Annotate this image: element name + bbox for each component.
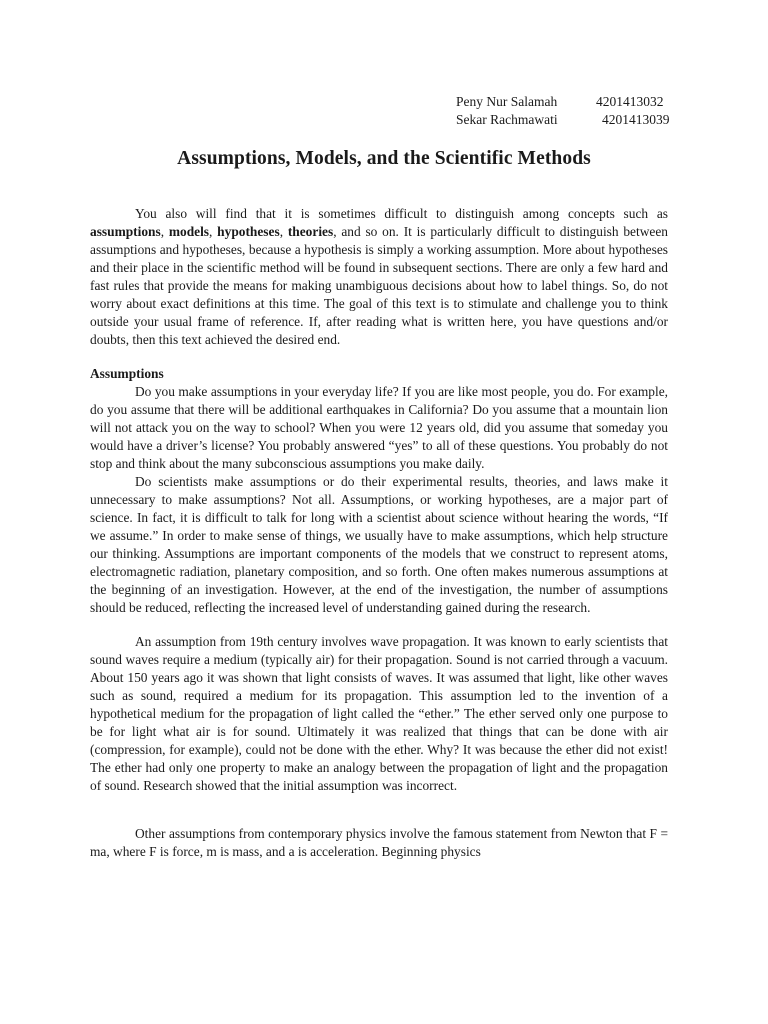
spacer [90,349,668,365]
author-name: Sekar Rachmawati [456,112,558,127]
author-id: 4201413039 [602,112,670,127]
term-models: models [168,224,210,239]
page-title: Assumptions, Models, and the Scientific Methods [177,148,591,169]
term-hypotheses: hypotheses [217,224,280,239]
body-paragraph: Other assumptions from contemporary physics involve the famous statement from Newton that F = ma, where F is force, m is mass, and a is acceleration. Beginning physics [90,826,668,859]
body-paragraph: Do scientists make assumptions or do their experimental results, theories, and laws make it unnecessary to make assumptions? Not all. Assumptions, or working hypotheses, are a major part of science. In fact, it is difficult to talk for long with a scientist about science without hearing the words, “If we assume.” In order to make sense of things, we usually have to make assumptions, which help structure our thinking. Assumptions are important components of the models that we construct to represent atoms, electromagnetic radiation, planetary composition, and so forth. One often makes numerous assumptions at the beginning of an investigation. However, at the end of the investigation, the number of assumptions should be reduced, reflecting the increased level of understanding gained during the research. [90,474,668,615]
spacer [90,617,668,633]
document-body [90,205,668,861]
intro-lead: You also will find that it is sometimes difficult to distinguish among concepts such as [135,206,668,221]
author-row [456,111,670,129]
separator: , [279,224,288,239]
separator: , [160,224,169,239]
intro-paragraph [90,205,668,349]
term-theories: theories [287,224,334,239]
spacer [90,795,668,825]
section-heading: Assumptions [90,366,164,381]
author-block [456,93,670,129]
term-assumptions: assumptions [90,224,161,239]
body-paragraph: An assumption from 19th century involves wave propagation. It was known to early scientists that sound waves require a medium (typically air) for their propagation. Sound is not carried through a vacuum. About 150 years ago it was shown that light consists of waves. It was assumed that light, like other waves such as sound, required a medium for its propagation. This assumption led to the invention of a hypothetical medium for the propagation of light called the “ether.” The ether served only one purpose to be for light what air is for sound. Ultimately it was realized that things that can be done with air (compression, for example), could not be done with the ether. Why? It was because the ether did not exist! The ether had only one property to make an analogy between the propagation of light and the propagation of sound. Research showed that the initial assumption was incorrect. [90,634,668,793]
intro-rest: , and so on. It is particularly difficult to distinguish between assumptions and hypotheses, because a hypothesis is simply a working assumption. More about hypotheses and their place in the scientific method will be found in subsequent sections. There are only a few hard and fast rules that provide the means for making unambiguous decisions about how to label things. So, do not worry about exact definitions at this time. The goal of this text is to stimulate and challenge you to think outside your usual frame of reference. If, after reading what is written here, you have questions and/or doubts, then this text achieved the desired end. [90,224,668,347]
author-id: 4201413032 [596,94,664,109]
author-name: Peny Nur Salamah [456,94,558,109]
separator: , [209,224,218,239]
body-paragraph: Do you make assumptions in your everyday life? If you are like most people, you do. For example, do you assume that there will be additional earthquakes in California? Do you assume that a mountain lion will not attack you on the way to school? When you were 12 years old, did you assume that someday you would have a driver’s license? You probably answered “yes” to all of these questions. You probably do not stop and think about the many subconscious assumptions you make daily. [90,384,668,471]
author-row [456,93,670,111]
